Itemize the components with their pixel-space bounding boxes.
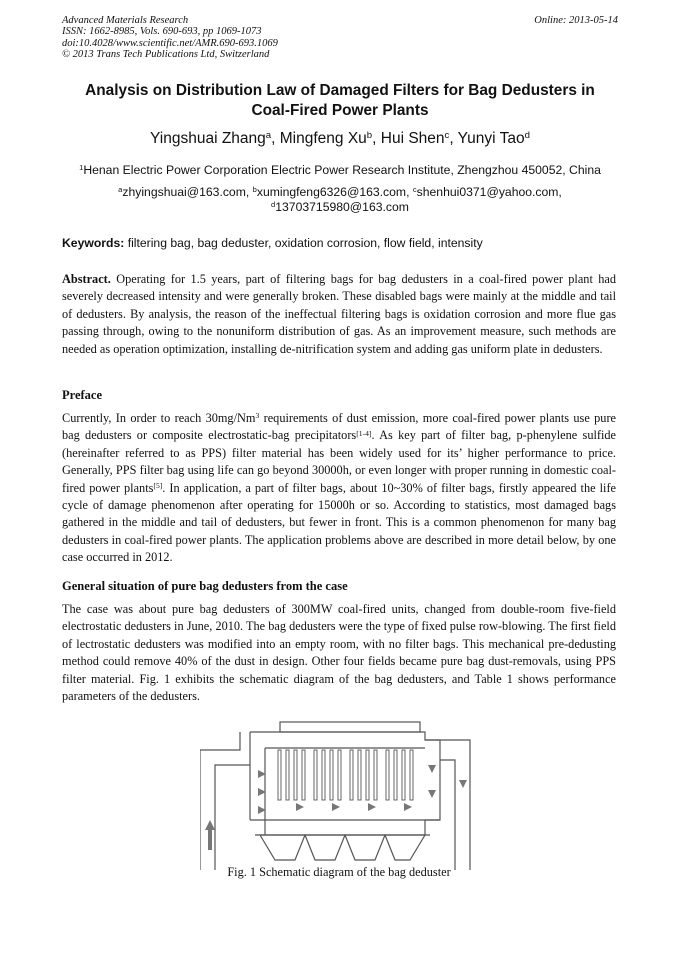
abstract	[62, 271, 616, 358]
title-line-1: Analysis on Distribution Law of Damaged Filters for Bag Dedusters in	[85, 82, 595, 99]
general-paragraph: The case was about pure bag dedusters of 300MW coal-fired units, changed from double-room five-field electrostatic dedusters in June, 2010. The bag dedusters were the type of fixed pulse row-blowing. The first field of lectrostatic dedusters was modified into an empty room, with no filter bags. This mechanical pre-dedusting method could remove 40% of the dust in design. Other four fields became pure bag dust-removals, using PPS filter material. Fig. 1 exhibits the schematic diagram of the bag dedusters, and Table 1 shows performance parameters of the dedusters.	[62, 602, 616, 704]
figure-caption: Fig. 1 Schematic diagram of the bag deduster	[227, 865, 451, 879]
keywords-label: Keywords:	[62, 236, 125, 250]
author-sep: ,	[372, 130, 381, 147]
email-line-1: $^a$zhyingshuai@163.com, $^b$xumingfeng6326@163.com, $^c$shenhui0371@yahoo.com,	[118, 185, 562, 199]
keywords-text: filtering bag, bag deduster, oxidation corrosion, flow field, intensity	[124, 236, 483, 250]
section-heading-general: General situation of pure bag dedusters from the case	[62, 579, 348, 593]
affiliation-sup: 1	[79, 163, 84, 173]
doi-line: doi:10.4028/www.scientific.net/AMR.690-693.1069	[62, 37, 278, 49]
affiliation-text: Henan Electric Power Corporation Electric Power Research Institute, Zhengzhou 450052, China	[83, 163, 601, 177]
online-date: Online: 2013-05-14	[534, 15, 618, 26]
author-sep: ,	[271, 130, 280, 147]
author-sup: d	[524, 130, 530, 142]
preface-paragraph: Currently, In order to reach 30mg/Nm$^3$ requirements of dust emission, more coal-fired power plants use pure bag dedusters or composite electrostatic-bag precipitators[1-4]. As key part of filter bag, p-phenylene sulfide (hereinafter referred to as PPS) filter material has been widely used for its’ higher performance to price. Generally, PPS filter bag using life can go beyond 30000h, or even longer with proper running in domestic coal-fired power plants[5]. In application, a part of filter bags, about 10~30% of filter bags, firstly appeared the life cycle of damage phenomenon after operating for 15000h or so. According to statistics, most damaged bags gathered in the middle and tail of dedusters, but fewer in front. This is a common phenomenon for many bag dedusters in coal-fired power plants. The application problems above are described in more detail below, by one case occurred in 2012.	[62, 411, 617, 565]
journal-name: Advanced Materials Research	[62, 15, 189, 26]
affiliation	[62, 163, 618, 177]
email-c: shenhui0371@yahoo.com,	[416, 185, 562, 199]
keywords	[62, 236, 483, 250]
author-sep: ,	[449, 130, 458, 147]
abstract-text: Operating for 1.5 years, part of filtering bags for bag dedusters in a coal-fired power plant had severely decreased intensity and were generally broken. These disabled bags were mainly at the middle and tail of dedusters. By analysis, the reason of the ineffectual filtering bags is oxidation corrosion and more flue gas passing through, owing to the nonuniform distribution of gas. As an improvement measure, such methods are needed as operation optimization, installing de-nitrification system and adding gas uniform plate in dedusters.	[62, 272, 616, 356]
paper-title	[62, 81, 618, 121]
running-header	[62, 15, 618, 61]
email-line-2: $^d$13703715980@163.com	[271, 200, 409, 214]
email-a: zhyingshuai@163.com,	[122, 185, 253, 199]
title-line-2: Coal-Fired Power Plants	[251, 102, 429, 119]
abstract-label: Abstract.	[62, 272, 111, 286]
schematic-drawing	[200, 710, 490, 870]
copyright-line: © 2013 Trans Tech Publications Ltd, Switzerland	[62, 49, 270, 61]
author-list	[62, 130, 618, 148]
author-sup: a	[265, 130, 272, 142]
author-sup: b	[366, 130, 373, 142]
deduster-schematic	[200, 710, 490, 870]
author-name: Mingfeng Xu	[279, 130, 367, 147]
author-name: Yunyi Tao	[457, 130, 525, 147]
author-sup: c	[444, 130, 450, 142]
email-b: xumingfeng6326@163.com,	[256, 185, 413, 199]
email-list	[62, 185, 618, 215]
author-name: Yingshuai Zhang	[150, 130, 266, 147]
email-d: 13703715980@163.com	[275, 200, 409, 214]
author-name: Hui Shen	[380, 130, 445, 147]
section-heading-preface: Preface	[62, 388, 103, 402]
issn-line: ISSN: 1662-8985, Vols. 690-693, pp 1069-1073	[62, 26, 262, 38]
